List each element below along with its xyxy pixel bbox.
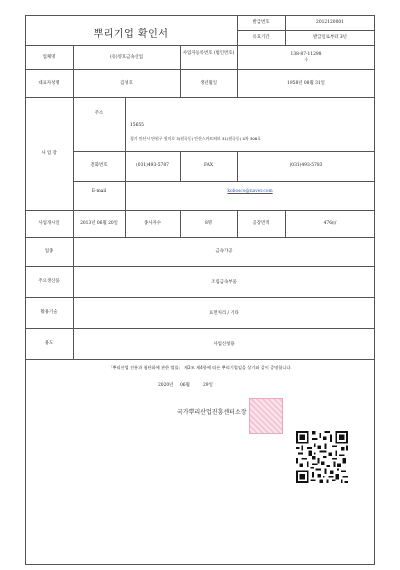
birth-value: 1958년 08월 31일 bbox=[287, 81, 325, 86]
certification-statement: 「뿌리산업 진흥과 첨단화에 관한 법률」 제2조 제4항에 따른 뿌리기업임을 상기와 같이 증명합니다. bbox=[108, 365, 292, 370]
representative-label: 대표자성명 bbox=[38, 81, 60, 86]
product-label: 주요생산품 bbox=[38, 279, 60, 284]
row-divider bbox=[25, 45, 375, 46]
site-label: 사 업 장 bbox=[41, 151, 57, 156]
bizno-value: 138-87-11298 bbox=[290, 52, 322, 57]
employees-value: 8명 bbox=[204, 221, 213, 226]
qr-code bbox=[296, 431, 348, 483]
industry-label: 업종 bbox=[44, 249, 54, 254]
row-divider bbox=[25, 69, 375, 70]
email-link[interactable]: kobosco@naver.com bbox=[227, 189, 273, 194]
start-date-label: 사업개시일 bbox=[38, 221, 60, 226]
technology-value: 표면처리 / 기타 bbox=[209, 311, 239, 316]
header-divider bbox=[237, 30, 375, 31]
document-title: 뿌리기업 확인서 bbox=[93, 29, 169, 40]
date-month: 06월 bbox=[180, 383, 190, 388]
birth-label: 생년월일 bbox=[200, 81, 217, 86]
official-seal-stamp bbox=[249, 398, 283, 434]
row-divider bbox=[25, 237, 375, 238]
factory-area-value: 476㎡ bbox=[323, 221, 337, 226]
fax-value: (031)493-5783 bbox=[289, 163, 323, 168]
validity-value: 발급일로부터 3년 bbox=[313, 35, 347, 40]
bizno-label: 사업자등록번호 (법인번호) bbox=[182, 51, 235, 56]
row-divider bbox=[73, 181, 375, 182]
fax-label: FAX bbox=[204, 163, 213, 168]
email-label: E-mail bbox=[91, 189, 107, 194]
zipcode-value: 15655 bbox=[130, 123, 144, 128]
purpose-value: 사업신청용 bbox=[213, 342, 235, 347]
row-divider bbox=[25, 266, 375, 267]
product-value: 조립금속부품 bbox=[211, 280, 237, 285]
row-divider bbox=[25, 210, 375, 211]
row-divider bbox=[25, 328, 375, 329]
bizno-extra: -) bbox=[304, 58, 308, 63]
company-name-value: (유)영호금속산업 bbox=[109, 55, 144, 60]
certificate-document bbox=[25, 15, 375, 565]
address-label: 주소 bbox=[94, 111, 104, 116]
row-divider bbox=[25, 297, 375, 298]
date-day: 29일 bbox=[203, 383, 213, 388]
issue-no-value: 2012120001 bbox=[316, 20, 344, 25]
date-year: 2020년 bbox=[158, 383, 174, 388]
factory-area-label: 공장면적 bbox=[252, 221, 270, 226]
industry-value: 금속가공 bbox=[215, 249, 233, 254]
start-date-value: 2013년 06월 20일 bbox=[80, 221, 118, 226]
employees-label: 종사자수 bbox=[144, 221, 161, 226]
issue-no-label: 발급번호 bbox=[252, 20, 270, 25]
phone-label: 전화번호 bbox=[90, 163, 108, 168]
issuer-name: 국가뿌리산업진흥센터소장 bbox=[177, 409, 247, 416]
company-name-label: 업체명 bbox=[42, 55, 56, 60]
address-value: 경기 안산시 단원구 원미로 3(원곡동) 안산스마트허브 31(원곡동) 4차 308호 bbox=[130, 136, 262, 141]
row-divider bbox=[25, 359, 375, 360]
purpose-label: 용도 bbox=[44, 341, 54, 346]
representative-value: 김성호 bbox=[120, 81, 133, 86]
validity-label: 유효기간 bbox=[252, 35, 270, 40]
technology-label: 활용기술 bbox=[40, 310, 58, 315]
phone-value: (031)493-5787 bbox=[136, 163, 169, 168]
row-divider bbox=[73, 151, 375, 152]
row-divider bbox=[25, 97, 375, 98]
